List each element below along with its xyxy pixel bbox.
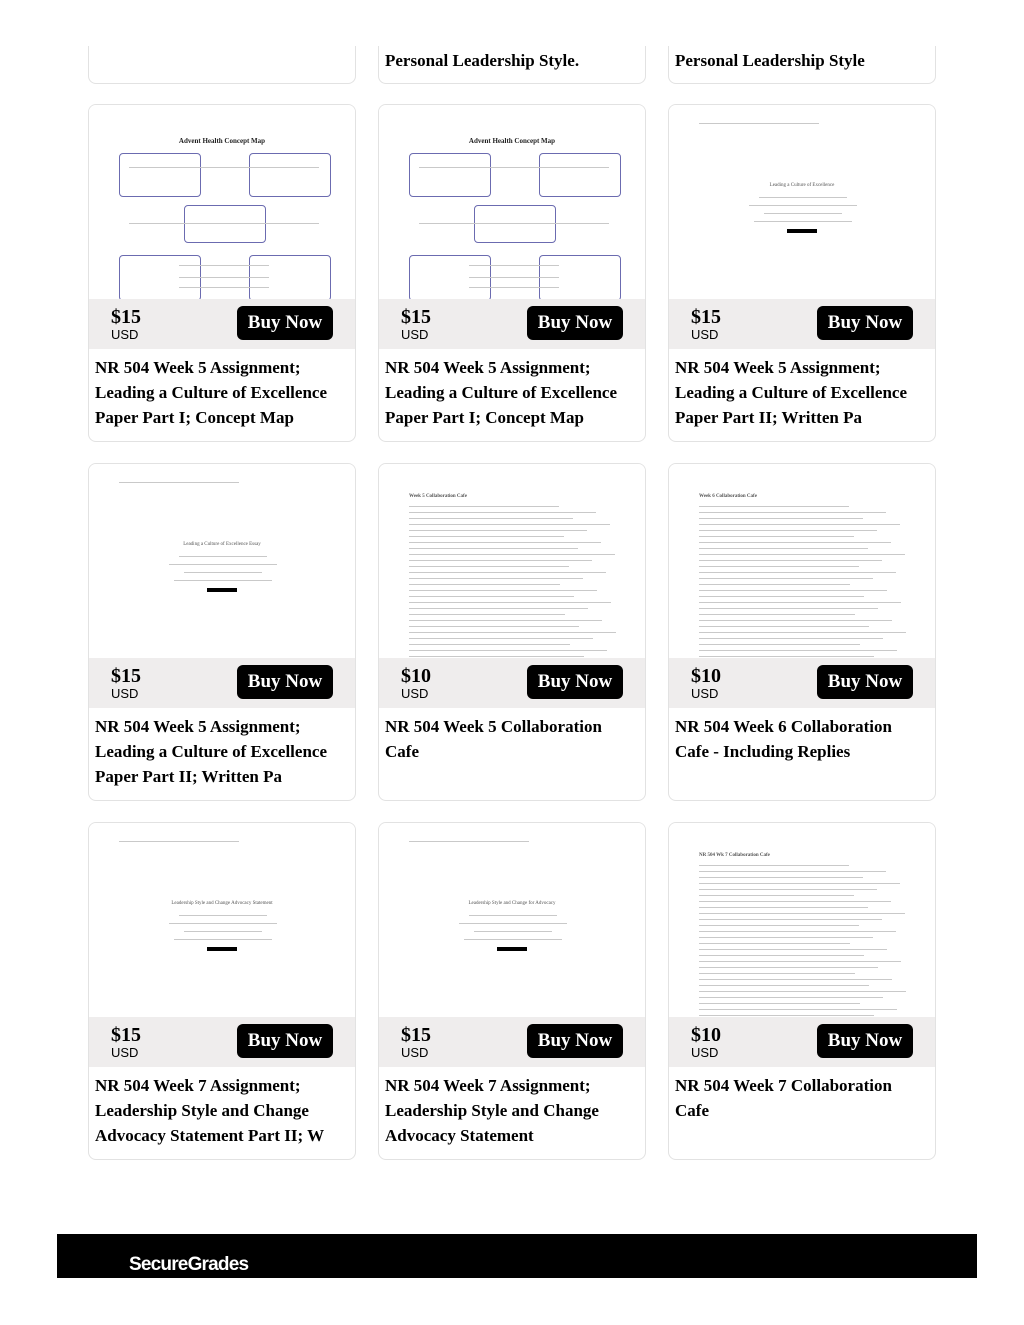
product-title[interactable]: NR 504 Week 7 Collaboration Cafe xyxy=(675,1076,892,1120)
preview-text-line xyxy=(409,518,573,519)
product-preview-image[interactable] xyxy=(379,105,645,299)
price-currency: USD xyxy=(111,686,139,701)
preview-text-line xyxy=(699,536,854,537)
preview-text-line xyxy=(699,638,883,639)
preview-text-line xyxy=(764,213,842,214)
preview-text-line xyxy=(699,937,873,938)
product-card[interactable] xyxy=(378,463,646,801)
preview-text-line xyxy=(469,265,559,266)
preview-heading: Advent Health Concept Map xyxy=(468,137,556,145)
preview-text-line xyxy=(699,644,860,645)
preview-text-line xyxy=(419,223,609,224)
buy-now-button[interactable]: Buy Now xyxy=(817,665,913,699)
preview-text-line xyxy=(699,985,869,986)
product-card-partial[interactable] xyxy=(378,46,646,84)
product-title[interactable]: NR 504 Week 5 Assignment; Leading a Culture of Excellence Paper Part I; Concept Map xyxy=(95,358,327,427)
price xyxy=(401,1025,431,1059)
price xyxy=(691,1025,721,1059)
price-amount: $10 xyxy=(401,665,431,687)
preview-text-line xyxy=(179,556,267,557)
concept-box xyxy=(249,153,331,197)
preview-text-line xyxy=(699,620,892,621)
buy-now-button[interactable]: Buy Now xyxy=(817,1024,913,1058)
preview-text-line xyxy=(699,979,892,980)
securegrades-logo[interactable]: SecureGrades xyxy=(129,1254,249,1275)
price-bar xyxy=(89,658,355,708)
preview-heading: Week 6 Collaboration Cafe xyxy=(699,494,757,499)
preview-text-line xyxy=(754,221,852,222)
preview-text-line xyxy=(409,548,578,549)
product-title[interactable]: NR 504 Week 6 Collaboration Cafe - Including Replies xyxy=(675,717,892,761)
price-currency: USD xyxy=(111,327,139,342)
preview-text-line xyxy=(409,620,602,621)
preview-text-line xyxy=(169,923,277,924)
price xyxy=(401,666,431,700)
preview-text-line xyxy=(409,512,596,513)
preview-text-line xyxy=(699,578,873,579)
preview-text-line xyxy=(459,923,567,924)
preview-text-line xyxy=(699,518,863,519)
preview-heading: Leadership Style and Change Advocacy Statement xyxy=(171,901,273,906)
preview-text-line xyxy=(129,167,319,168)
preview-text-line xyxy=(409,566,569,567)
preview-text-line xyxy=(699,626,869,627)
preview-text-line xyxy=(409,608,588,609)
product-title[interactable]: NR 504 Week 5 Assignment; Leading a Culture of Excellence Paper Part II; Written Pa xyxy=(675,358,907,427)
price-currency: USD xyxy=(401,1045,429,1060)
preview-text-line xyxy=(699,608,878,609)
product-title[interactable]: NR 504 Week 5 Assignment; Leading a Culture of Excellence Paper Part I; Concept Map xyxy=(385,358,617,427)
preview-text-line xyxy=(699,949,887,950)
preview-text-line xyxy=(469,277,559,278)
preview-text-line xyxy=(699,614,855,615)
price-currency: USD xyxy=(691,686,719,701)
price xyxy=(111,307,141,341)
preview-heading: Leading a Culture of Excellence xyxy=(769,183,835,188)
preview-heading: Leadership Style and Change for Advocacy xyxy=(468,901,556,906)
preview-text-line xyxy=(409,614,565,615)
preview-text-line xyxy=(699,973,855,974)
price-amount: $10 xyxy=(691,1024,721,1046)
preview-text-line xyxy=(699,919,882,920)
preview-text-line xyxy=(699,572,896,573)
preview-text-line xyxy=(469,915,557,916)
price-amount: $15 xyxy=(111,306,141,328)
buy-now-button[interactable]: Buy Now xyxy=(817,306,913,340)
product-title[interactable]: Personal Leadership Style xyxy=(675,51,865,70)
buy-now-button[interactable]: Buy Now xyxy=(527,665,623,699)
preview-text-line xyxy=(749,205,857,206)
price-bar xyxy=(379,299,645,349)
preview-text-line xyxy=(409,602,611,603)
preview-text-line xyxy=(474,931,552,932)
preview-text-line xyxy=(699,632,906,633)
product-card[interactable] xyxy=(88,463,356,801)
preview-text-line xyxy=(699,889,877,890)
preview-text-line xyxy=(179,265,269,266)
preview-text-line xyxy=(699,931,896,932)
preview-text-line xyxy=(409,638,593,639)
preview-text-line xyxy=(409,542,601,543)
preview-text-line xyxy=(699,512,886,513)
preview-text-line xyxy=(759,197,847,198)
site-footer xyxy=(57,1234,977,1278)
product-card[interactable] xyxy=(88,822,356,1160)
preview-text-line xyxy=(409,560,592,561)
preview-text-line xyxy=(409,572,606,573)
preview-text-line xyxy=(699,548,868,549)
product-card-partial[interactable] xyxy=(668,46,936,84)
preview-header-line xyxy=(119,841,239,842)
preview-text-line xyxy=(699,877,863,878)
preview-heading: Advent Health Concept Map xyxy=(178,137,266,145)
preview-heading: Leading a Culture of Excellence Essay xyxy=(183,542,261,547)
preview-text-line xyxy=(409,656,584,657)
preview-text-line xyxy=(699,554,905,555)
price xyxy=(691,666,721,700)
preview-text-line xyxy=(409,644,570,645)
price-amount: $10 xyxy=(691,665,721,687)
product-card[interactable] xyxy=(668,104,936,442)
preview-text-line xyxy=(699,584,850,585)
preview-text-line xyxy=(699,907,868,908)
preview-text-line xyxy=(409,632,616,633)
preview-text-line xyxy=(409,554,615,555)
price-bar xyxy=(669,658,935,708)
preview-text-line xyxy=(699,1003,860,1004)
preview-text-line xyxy=(699,530,877,531)
preview-text-line xyxy=(699,542,891,543)
preview-text-line xyxy=(409,536,564,537)
preview-text-line xyxy=(129,223,319,224)
preview-text-line xyxy=(699,650,897,651)
buy-now-button[interactable]: Buy Now xyxy=(237,665,333,699)
product-preview-image[interactable] xyxy=(89,823,355,1017)
preview-text-line xyxy=(169,564,277,565)
preview-text-line xyxy=(409,590,597,591)
preview-text-line xyxy=(699,901,891,902)
preview-text-line xyxy=(699,967,878,968)
price-bar xyxy=(379,1017,645,1067)
preview-text-line xyxy=(699,506,849,507)
price-amount: $15 xyxy=(401,1024,431,1046)
preview-text-line xyxy=(179,915,267,916)
preview-text-line xyxy=(699,991,906,992)
preview-text-line xyxy=(174,580,272,581)
buy-now-button[interactable]: Buy Now xyxy=(237,1024,333,1058)
preview-text-line xyxy=(184,572,262,573)
preview-text-line xyxy=(699,883,900,884)
preview-text-line xyxy=(699,524,900,525)
price-currency: USD xyxy=(691,327,719,342)
preview-header-line xyxy=(409,841,529,842)
product-preview-image[interactable] xyxy=(669,464,935,658)
price xyxy=(111,1025,141,1059)
concept-box xyxy=(474,205,556,243)
preview-heading: Week 5 Collaboration Cafe xyxy=(409,494,467,499)
preview-text-line xyxy=(699,602,901,603)
preview-text-line xyxy=(469,287,559,288)
preview-redaction-bar xyxy=(497,947,527,951)
product-card[interactable] xyxy=(378,822,646,1160)
price-currency: USD xyxy=(401,686,429,701)
product-title[interactable]: NR 504 Week 5 Collaboration Cafe xyxy=(385,717,602,761)
preview-text-line xyxy=(409,626,579,627)
concept-box xyxy=(184,205,266,243)
price-currency: USD xyxy=(401,327,429,342)
preview-text-line xyxy=(699,955,864,956)
preview-text-line xyxy=(699,895,854,896)
product-title[interactable]: Personal Leadership Style. xyxy=(385,51,580,70)
preview-text-line xyxy=(699,1015,874,1016)
preview-text-line xyxy=(409,506,559,507)
price-bar xyxy=(89,1017,355,1067)
preview-text-line xyxy=(699,560,882,561)
preview-text-line xyxy=(699,656,874,657)
preview-text-line xyxy=(699,871,886,872)
product-preview-image[interactable] xyxy=(669,823,935,1017)
product-card[interactable] xyxy=(378,104,646,442)
preview-redaction-bar xyxy=(787,229,817,233)
product-card[interactable] xyxy=(668,463,936,801)
preview-text-line xyxy=(464,939,562,940)
preview-text-line xyxy=(174,939,272,940)
product-card[interactable] xyxy=(668,822,936,1160)
price-bar xyxy=(669,1017,935,1067)
preview-text-line xyxy=(409,524,610,525)
product-card[interactable] xyxy=(88,104,356,442)
price-currency: USD xyxy=(691,1045,719,1060)
preview-text-line xyxy=(184,931,262,932)
price-currency: USD xyxy=(111,1045,139,1060)
product-preview-image[interactable] xyxy=(89,464,355,658)
price-bar xyxy=(89,299,355,349)
price-bar xyxy=(379,658,645,708)
preview-text-line xyxy=(409,596,574,597)
product-preview-image[interactable] xyxy=(669,105,935,299)
price-amount: $15 xyxy=(111,1024,141,1046)
concept-box xyxy=(409,153,491,197)
price-bar xyxy=(669,299,935,349)
product-title[interactable]: NR 504 Week 7 Assignment; Leadership Style and Change Advocacy Statement Part II; W xyxy=(95,1076,325,1145)
preview-redaction-bar xyxy=(207,947,237,951)
preview-heading: NR 504 Wk 7 Collaboration Cafe xyxy=(699,853,770,858)
price-amount: $15 xyxy=(401,306,431,328)
preview-header-line xyxy=(699,123,819,124)
price-amount: $15 xyxy=(691,306,721,328)
preview-text-line xyxy=(419,167,609,168)
preview-text-line xyxy=(699,566,859,567)
concept-box xyxy=(539,153,621,197)
buy-now-button[interactable]: Buy Now xyxy=(527,306,623,340)
product-title[interactable]: NR 504 Week 7 Assignment; Leadership Style and Change Advocacy Statement xyxy=(385,1076,599,1145)
buy-now-button[interactable]: Buy Now xyxy=(527,1024,623,1058)
price xyxy=(691,307,721,341)
preview-text-line xyxy=(409,650,607,651)
price xyxy=(401,307,431,341)
preview-text-line xyxy=(699,943,850,944)
price xyxy=(111,666,141,700)
product-preview-image[interactable] xyxy=(89,105,355,299)
preview-text-line xyxy=(699,961,901,962)
preview-text-line xyxy=(699,997,883,998)
buy-now-button[interactable]: Buy Now xyxy=(237,306,333,340)
preview-text-line xyxy=(699,913,905,914)
preview-text-line xyxy=(409,530,587,531)
product-preview-image[interactable] xyxy=(379,823,645,1017)
preview-text-line xyxy=(699,596,864,597)
product-title[interactable]: NR 504 Week 5 Assignment; Leading a Culture of Excellence Paper Part II; Written Pa xyxy=(95,717,327,786)
preview-text-line xyxy=(699,1009,897,1010)
preview-redaction-bar xyxy=(207,588,237,592)
preview-text-line xyxy=(409,584,560,585)
product-preview-image[interactable] xyxy=(379,464,645,658)
product-card-partial[interactable] xyxy=(88,46,356,84)
price-amount: $15 xyxy=(111,665,141,687)
preview-text-line xyxy=(699,590,887,591)
preview-header-line xyxy=(119,482,239,483)
preview-text-line xyxy=(699,865,849,866)
concept-box xyxy=(119,153,201,197)
preview-text-line xyxy=(179,277,269,278)
preview-text-line xyxy=(179,287,269,288)
preview-text-line xyxy=(409,578,583,579)
preview-text-line xyxy=(699,925,859,926)
